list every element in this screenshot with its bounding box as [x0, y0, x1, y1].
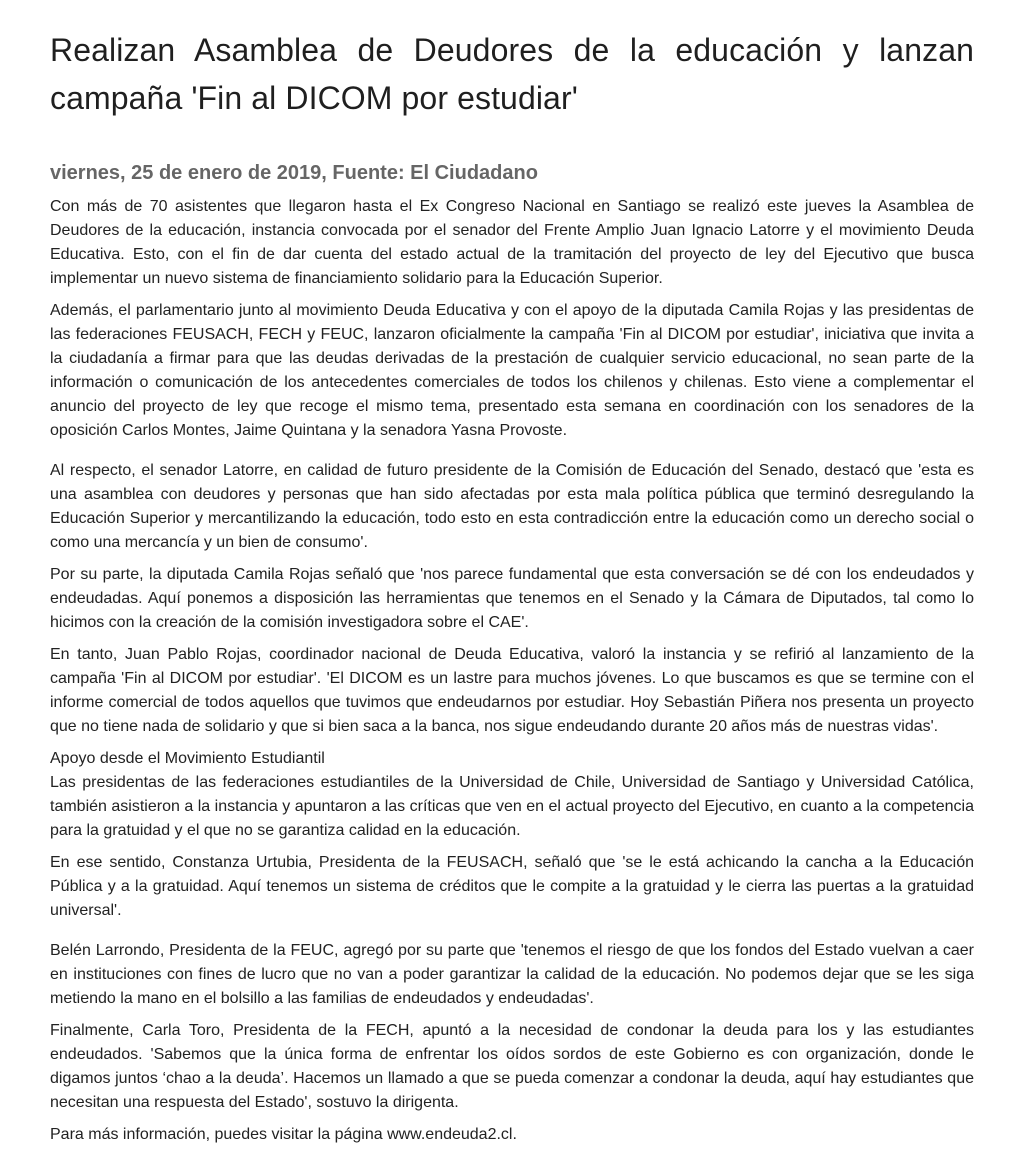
paragraph: En tanto, Juan Pablo Rojas, coordinador nacional de Deuda Educativa, valoró la instancia y se refirió al lanzamiento de la campaña 'Fin al DICOM por estudiar'. 'El DICOM es un lastre para muchos jóvenes. Lo que buscamos es que se termine con el informe comercial de todos aquellos que tuvimos que endeudarnos por estudiar. Hoy Sebastián Piñera nos presenta un proyecto que no tiene nada de solidario y que si bien saca a la banca, nos sigue endeudando durante 20 años más de nuestras vidas'.: [50, 646, 974, 735]
paragraph: Al respecto, el senador Latorre, en calidad de futuro presidente de la Comisión de Educación del Senado, destacó que 'esta es una asamblea con deudores y personas que han sido afectadas por esta mala política pública que terminó desregulando la Educación Superior y mercantilizando la educación, todo esto en esta contradicción entre la educación como un derecho social o como una mercancía y un bien de consumo'.: [50, 462, 974, 551]
article-byline: viernes, 25 de enero de 2019, Fuente: El Ciudadano: [50, 162, 538, 184]
paragraph: Por su parte, la diputada Camila Rojas señaló que 'nos parece fundamental que esta conversación se dé con los endeudados y endeudadas. Aquí ponemos a disposición las herramientas que tenemos en el Senado y la Cámara de Diputados, tal como lo hicimos con la creación de la comisión investigadora sobre el CAE'.: [50, 566, 974, 631]
paragraph: Con más de 70 asistentes que llegaron hasta el Ex Congreso Nacional en Santiago se realizó este jueves la Asamblea de Deudores de la educación, instancia convocada por el senador del Frente Amplio Juan Ignacio Latorre y el movimiento Deuda Educativa. Esto, con el fin de dar cuenta del estado actual de la tramitación del proyecto de ley del Ejecutivo que busca implementar un nuevo sistema de financiamiento solidario para la Educación Superior.: [50, 198, 974, 287]
paragraph: Las presidentas de las federaciones estudiantiles de la Universidad de Chile, Universidad de Santiago y Universidad Católica, también asistieron a la instancia y apuntaron a las críticas que ven en el actual proyecto del Ejecutivo, en cuanto a la competencia para la gratuidad y el que no se garantiza calidad en la educación.: [50, 774, 974, 839]
article-body: [50, 195, 974, 1147]
paragraph: Finalmente, Carla Toro, Presidenta de la FECH, apuntó a la necesidad de condonar la deuda para los y las estudiantes endeudados. 'Sabemos que la única forma de enfrentar los oídos sordos de este Gobierno es con organización, donde le digamos juntos ‘chao a la deuda’. Hacemos un llamado a que se pueda comenzar a condonar la deuda, aquí hay estudiantes que necesitan una respuesta del Estado', sostuvo la dirigenta.: [50, 1022, 974, 1111]
article-title: Realizan Asamblea de Deudores de la educación y lanzan campaña 'Fin al DICOM por estudiar': [50, 32, 974, 116]
paragraph: En ese sentido, Constanza Urtubia, Presidenta de la FEUSACH, señaló que 'se le está achicando la cancha a la Educación Pública y a la gratuidad. Aquí tenemos un sistema de créditos que le compite a la gratuidad y le cierra las puertas a la gratuidad universal'.: [50, 854, 974, 919]
paragraph: Para más información, puedes visitar la página www.endeuda2.cl.: [50, 1126, 517, 1143]
paragraph: Además, el parlamentario junto al movimiento Deuda Educativa y con el apoyo de la diputada Camila Rojas y las presidentas de las federaciones FEUSACH, FECH y FEUC, lanzaron oficialmente la campaña 'Fin al DICOM por estudiar', iniciativa que invita a la ciudadanía a firmar para que las deudas derivadas de la prestación de cualquier servicio educacional, no sean parte de la información o comunicación de los antecedentes comerciales de todos los chilenos y chilenas. Esto viene a complementar el anuncio del proyecto de ley que recoge el mismo tema, presentado esta semana en coordinación con los senadores de la oposición Carlos Montes, Jaime Quintana y la senadora Yasna Provoste.: [50, 302, 974, 439]
paragraph: Belén Larrondo, Presidenta de la FEUC, agregó por su parte que 'tenemos el riesgo de que los fondos del Estado vuelvan a caer en instituciones con fines de lucro que no van a poder garantizar la calidad de la educación. No podemos dejar que se les siga metiendo la mano en el bolsillo a las familias de endeudados y endeudadas'.: [50, 942, 974, 1007]
section-subheading: Apoyo desde el Movimiento Estudiantil: [50, 750, 325, 767]
